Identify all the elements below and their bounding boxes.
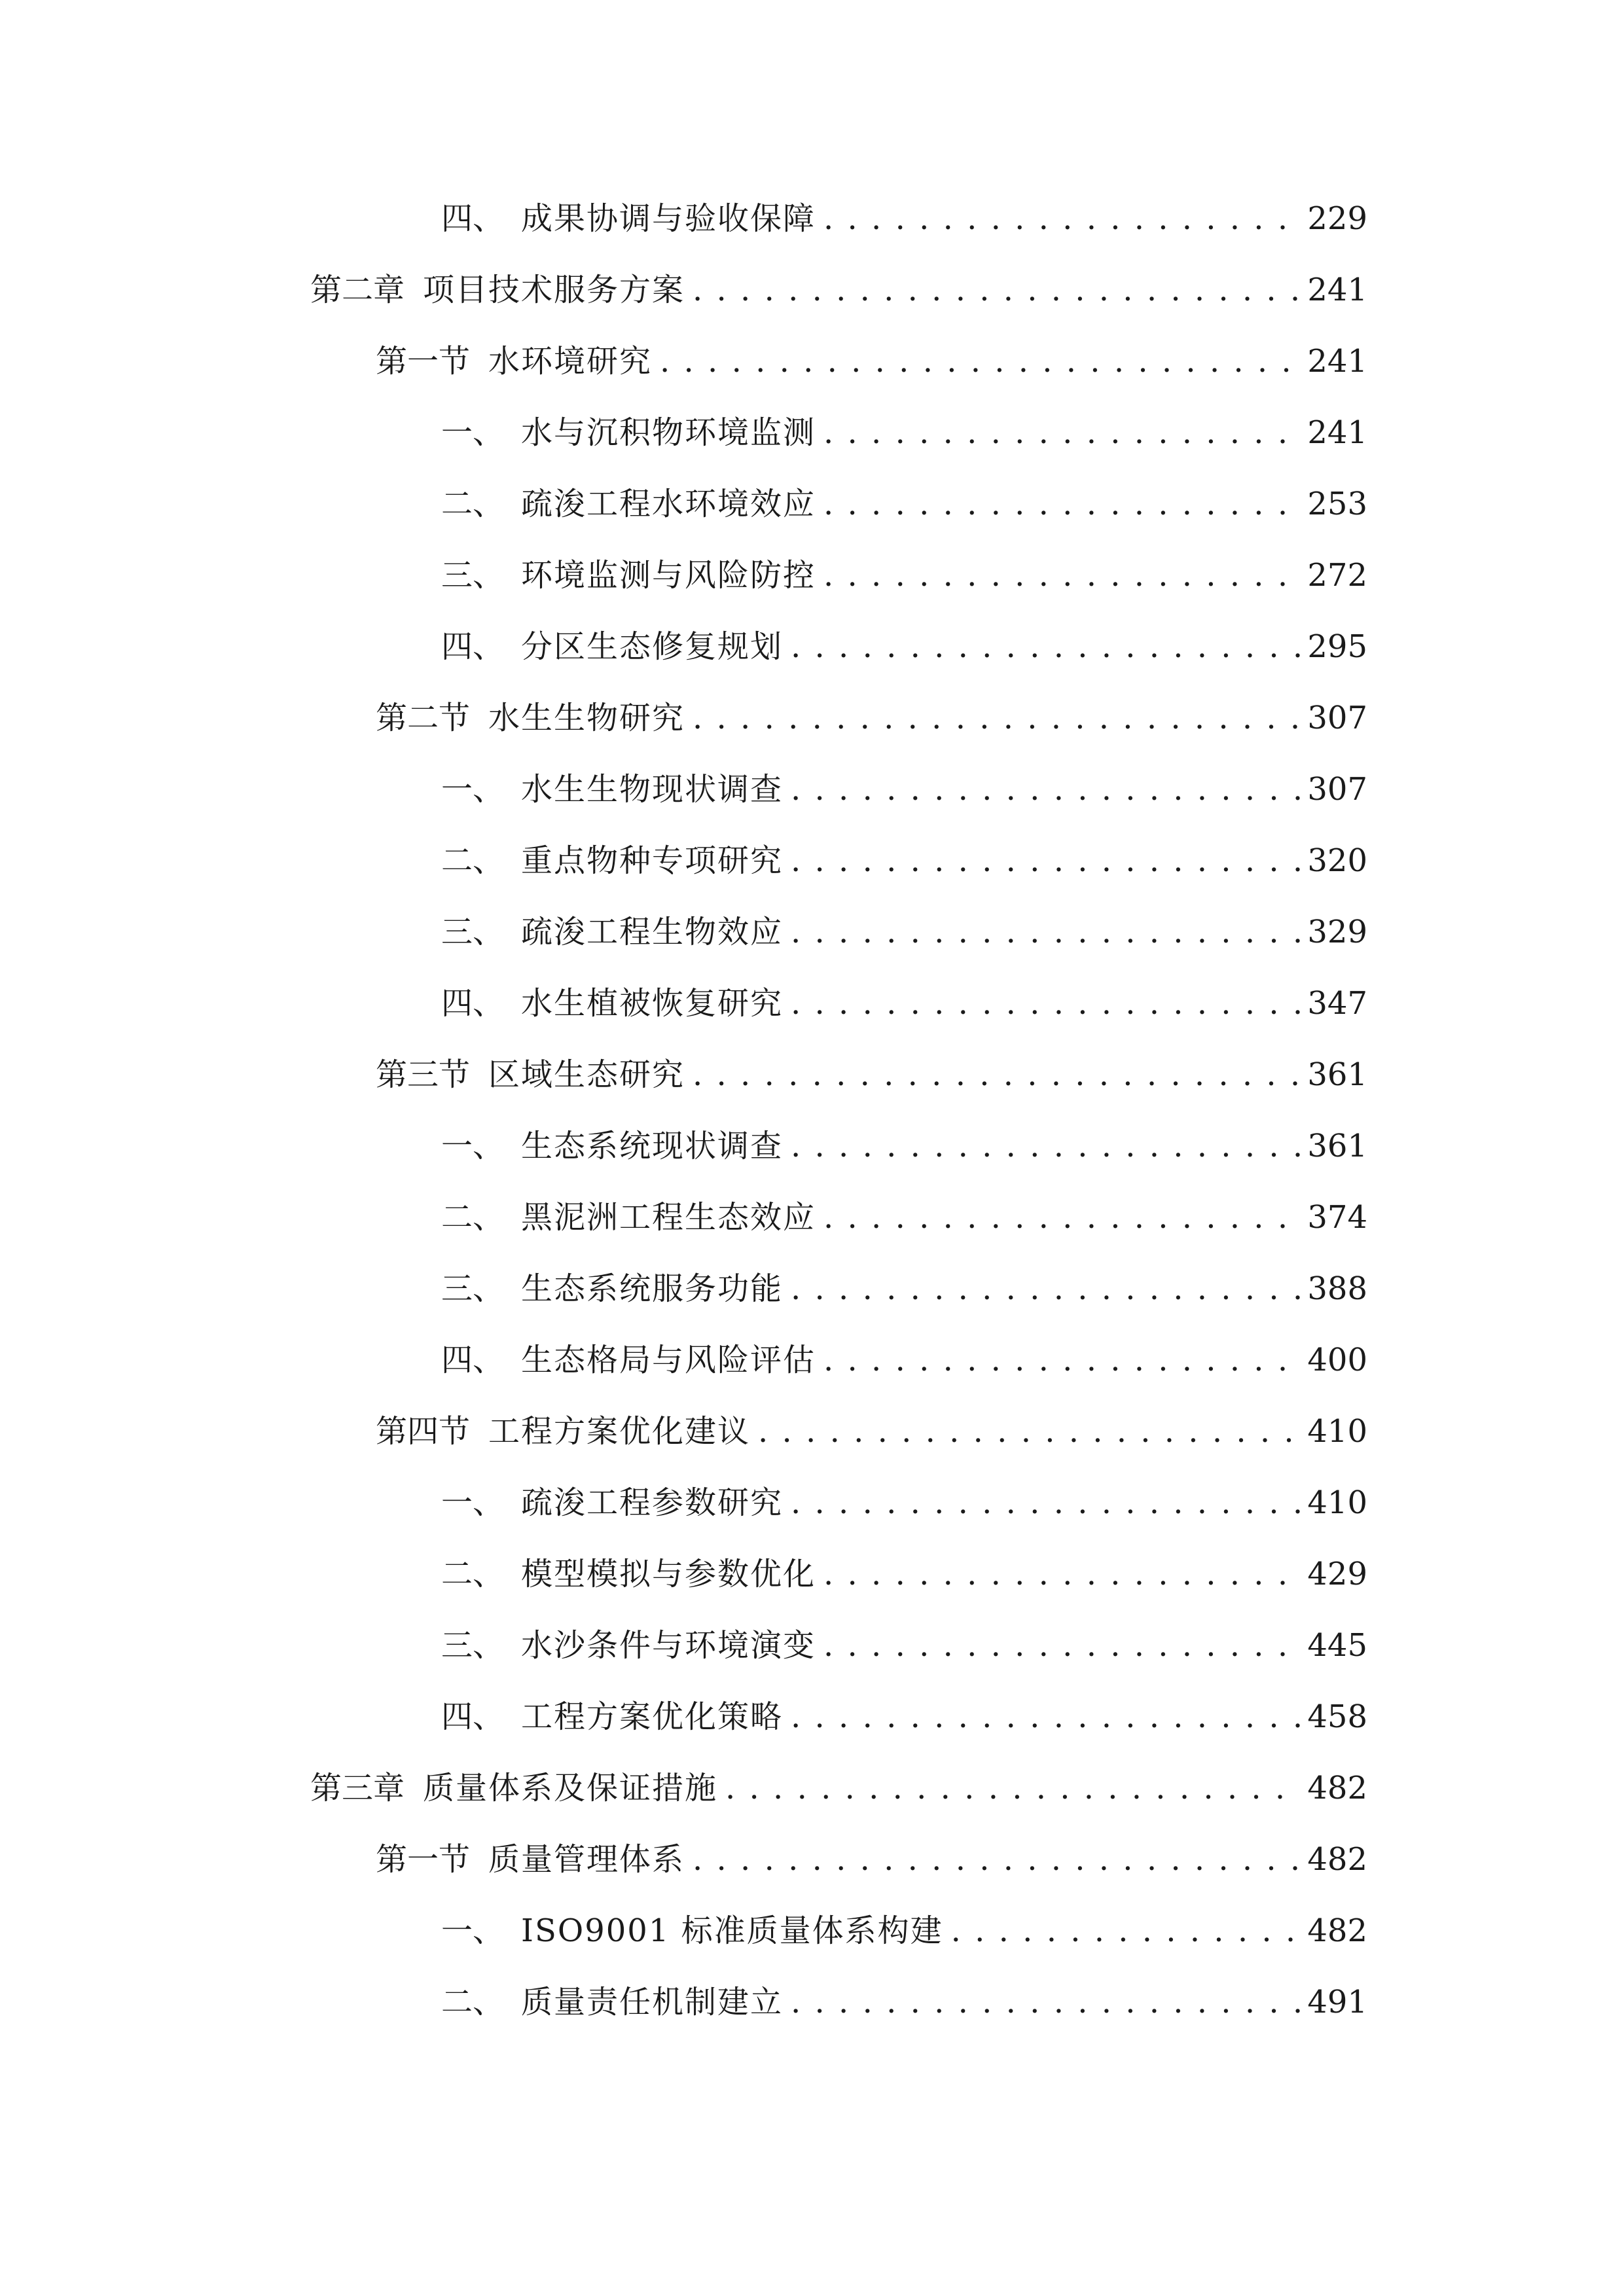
dot-leader xyxy=(693,692,1301,744)
toc-entry-title: 质量管理体系 xyxy=(488,1841,685,1878)
toc-entry-number: 二、 xyxy=(441,1556,505,1592)
dot-leader xyxy=(823,478,1301,530)
toc-entry[interactable] xyxy=(376,1049,1367,1101)
toc-entry-page: 295 xyxy=(1307,628,1367,665)
toc-entry-page: 229 xyxy=(1307,200,1367,237)
toc-entry-page: 429 xyxy=(1307,1556,1367,1592)
toc-entry-page: 410 xyxy=(1307,1413,1367,1450)
dot-leader xyxy=(791,834,1301,887)
toc-entry-page: 253 xyxy=(1307,486,1367,522)
toc-entry-page: 482 xyxy=(1307,1770,1367,1806)
dot-leader xyxy=(693,1049,1301,1101)
toc-entry-page: 320 xyxy=(1307,842,1367,879)
toc-entry[interactable] xyxy=(441,478,1367,530)
toc-entry-page: 374 xyxy=(1307,1199,1367,1236)
toc-entry[interactable] xyxy=(441,1619,1367,1672)
toc-entry-number: 第四节 xyxy=(376,1413,471,1450)
toc-entry[interactable] xyxy=(441,1976,1367,2028)
toc-entry-number: 一、 xyxy=(441,1912,505,1949)
toc-entry[interactable] xyxy=(441,620,1367,673)
toc-entry-number: 三、 xyxy=(441,1270,505,1307)
toc-entry-title: 区域生态研究 xyxy=(488,1056,685,1093)
toc-entry-number: 第二章 xyxy=(310,272,405,308)
toc-entry-title: 分区生态修复规划 xyxy=(521,628,784,665)
dot-leader xyxy=(823,192,1301,245)
toc-entry[interactable] xyxy=(441,1120,1367,1172)
toc-entry[interactable] xyxy=(441,1477,1367,1529)
toc-entry-number: 四、 xyxy=(441,200,505,237)
toc-entry-title: 生态系统服务功能 xyxy=(521,1270,784,1307)
dot-leader xyxy=(791,1120,1301,1172)
toc-entry-number: 三、 xyxy=(441,1627,505,1664)
toc-entry-number: 二、 xyxy=(441,842,505,879)
toc-entry-title: 质量责任机制建立 xyxy=(521,1984,784,2020)
toc-entry-number: 第三节 xyxy=(376,1056,471,1093)
toc-entry-number: 第二节 xyxy=(376,700,471,736)
toc-entry[interactable] xyxy=(441,1548,1367,1600)
dot-leader xyxy=(693,1833,1301,1886)
toc-entry-title: 生态格局与风险评估 xyxy=(521,1342,816,1378)
toc-entry-page: 241 xyxy=(1307,343,1367,380)
toc-entry-title: 环境监测与风险防控 xyxy=(521,557,816,594)
dot-leader xyxy=(823,1334,1301,1386)
toc-entry-page: 400 xyxy=(1307,1342,1367,1378)
toc-entry-page: 482 xyxy=(1307,1841,1367,1878)
toc-entry-number: 二、 xyxy=(441,1199,505,1236)
toc-entry[interactable] xyxy=(441,1691,1367,1743)
dot-leader xyxy=(791,763,1301,816)
toc-entry[interactable] xyxy=(441,192,1367,245)
toc-entry-title: 生态系统现状调查 xyxy=(521,1128,784,1164)
toc-entry-number: 三、 xyxy=(441,914,505,950)
toc-entry[interactable] xyxy=(441,977,1367,1030)
toc-entry[interactable] xyxy=(441,1905,1367,1957)
toc-entry-title: 模型模拟与参数优化 xyxy=(521,1556,816,1592)
toc-entry[interactable] xyxy=(441,549,1367,601)
dot-leader xyxy=(693,264,1301,316)
dot-leader xyxy=(791,1976,1301,2028)
toc-entry-number: 第三章 xyxy=(310,1770,405,1806)
toc-entry[interactable] xyxy=(310,264,1367,316)
toc-entry-title: 疏浚工程生物效应 xyxy=(521,914,784,950)
dot-leader xyxy=(791,1263,1301,1315)
toc-entry-title: 水沙条件与环境演变 xyxy=(521,1627,816,1664)
toc-entry-number: 二、 xyxy=(441,486,505,522)
toc-entry-page: 361 xyxy=(1307,1128,1367,1164)
toc-entry-title: 疏浚工程参数研究 xyxy=(521,1484,784,1521)
toc-entry-number: 一、 xyxy=(441,771,505,808)
toc-entry-number: 一、 xyxy=(441,1128,505,1164)
toc-entry-page: 241 xyxy=(1307,414,1367,451)
dot-leader xyxy=(951,1905,1301,1957)
toc-entry-number: 第一节 xyxy=(376,343,471,380)
toc-entry-title: ISO9001 标准质量体系构建 xyxy=(521,1912,943,1949)
toc-entry-page: 458 xyxy=(1307,1698,1367,1735)
toc-entry-number: 四、 xyxy=(441,1698,505,1735)
toc-entry[interactable] xyxy=(441,406,1367,459)
toc-entry-title: 疏浚工程水环境效应 xyxy=(521,486,816,522)
toc-entry[interactable] xyxy=(441,1334,1367,1386)
toc-entry-title: 黑泥洲工程生态效应 xyxy=(521,1199,816,1236)
toc-entry-title: 水生生物现状调查 xyxy=(521,771,784,808)
toc-entry[interactable] xyxy=(376,1405,1367,1458)
toc-entry-number: 第一节 xyxy=(376,1841,471,1878)
toc-entry-number: 二、 xyxy=(441,1984,505,2020)
dot-leader xyxy=(791,977,1301,1030)
toc-entry-page: 491 xyxy=(1307,1984,1367,2020)
toc-entry-number: 四、 xyxy=(441,1342,505,1378)
toc-entry-page: 361 xyxy=(1307,1056,1367,1093)
toc-entry-page: 307 xyxy=(1307,700,1367,736)
toc-entry[interactable] xyxy=(376,692,1367,744)
dot-leader xyxy=(823,1548,1301,1600)
dot-leader xyxy=(791,620,1301,673)
dot-leader xyxy=(791,1691,1301,1743)
toc-entry-page: 347 xyxy=(1307,985,1367,1022)
toc-entry-title: 水生生物研究 xyxy=(488,700,685,736)
toc-entry-number: 四、 xyxy=(441,985,505,1022)
toc-entry-title: 项目技术服务方案 xyxy=(423,272,685,308)
dot-leader xyxy=(660,335,1301,387)
toc-entry-page: 445 xyxy=(1307,1627,1367,1664)
dot-leader xyxy=(791,1477,1301,1529)
toc-entry[interactable] xyxy=(441,834,1367,887)
toc-entry[interactable] xyxy=(376,335,1367,387)
toc-entry-number: 四、 xyxy=(441,628,505,665)
dot-leader xyxy=(823,1191,1301,1244)
dot-leader xyxy=(823,406,1301,459)
toc-entry-title: 水环境研究 xyxy=(488,343,653,380)
dot-leader xyxy=(823,1619,1301,1672)
dot-leader xyxy=(725,1762,1301,1814)
toc-entry-title: 工程方案优化策略 xyxy=(521,1698,784,1735)
dot-leader xyxy=(758,1405,1301,1458)
toc-entry-page: 272 xyxy=(1307,557,1367,594)
toc-entry-page: 410 xyxy=(1307,1484,1367,1521)
toc-entry-title: 成果协调与验收保障 xyxy=(521,200,816,237)
toc-entry-title: 工程方案优化建议 xyxy=(488,1413,751,1450)
toc-entry-page: 388 xyxy=(1307,1270,1367,1307)
toc-entry[interactable] xyxy=(441,906,1367,958)
dot-leader xyxy=(823,549,1301,601)
toc-entry[interactable] xyxy=(376,1833,1367,1886)
toc-entry-number: 一、 xyxy=(441,414,505,451)
toc-entry-title: 水与沉积物环境监测 xyxy=(521,414,816,451)
toc-entry[interactable] xyxy=(310,1762,1367,1814)
toc-entry-number: 一、 xyxy=(441,1484,505,1521)
toc-entry-page: 482 xyxy=(1307,1912,1367,1949)
dot-leader xyxy=(791,906,1301,958)
toc-entry-title: 重点物种专项研究 xyxy=(521,842,784,879)
toc-entry-number: 三、 xyxy=(441,557,505,594)
toc-entry[interactable] xyxy=(441,1191,1367,1244)
toc-entry[interactable] xyxy=(441,763,1367,816)
toc-entry-title: 水生植被恢复研究 xyxy=(521,985,784,1022)
toc-entry-page: 241 xyxy=(1307,272,1367,308)
toc-entry-title: 质量体系及保证措施 xyxy=(423,1770,718,1806)
toc-entry-page: 329 xyxy=(1307,914,1367,950)
toc-entry[interactable] xyxy=(441,1263,1367,1315)
toc-entry-page: 307 xyxy=(1307,771,1367,808)
